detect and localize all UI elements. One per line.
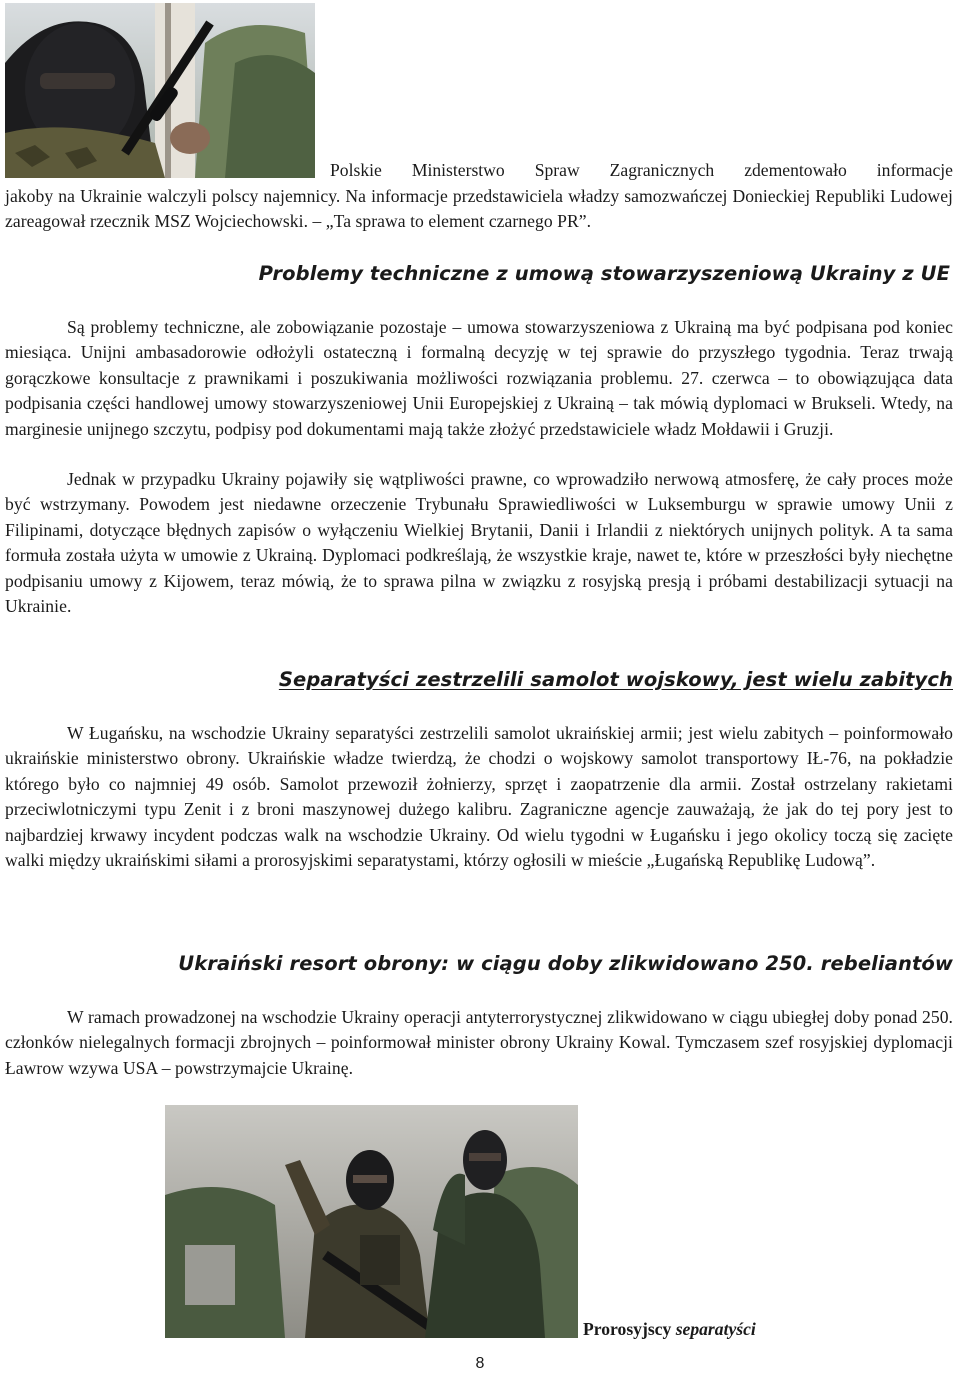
association-agreement-paragraph-1: Są problemy techniczne, ale zobowiązanie pozostaje – umowa stowarzyszeniowa z Ukrainą ma być podpisana pod koniec miesiąca. Unijni ambasadorowie odłożyli ostateczną i formalną decyzję w tej sprawie do przyszłego tygodnia. Teraz trwają gorączkowe konsultacje z prawnikami i poszukiwania możliwości rozwiązania problemu. 27. czerwca – to obowiązująca data podpisania części handlowej umowy stowarzyszeniowej Unii Europejskiej z Ukrainą – tak mówią dyplomaci w Brukseli. Wtedy, na marginesie unijnego szczytu, podpisy pod dokumentami mają także złożyć przedstawiciele władz Mołdawii i Gruzji. [5, 317, 953, 439]
intro-first-line: Polskie Ministerstwo Spraw Zagranicznych zdementowało informacje [330, 160, 953, 180]
page-number: 8 [475, 1355, 485, 1372]
top-photo-illustration [5, 3, 315, 178]
caption-italic: separatyści [675, 1319, 756, 1339]
intro-paragraph: jakoby na Ukrainie walczyli polscy najemnicy. Na informacje przedstawiciela władzy samozwańczej Donieckiej Republiki Ludowej zareagował rzecznik MSZ Wojciechowski. – „Ta sprawa to element czarnego PR”. [5, 186, 953, 232]
section-heading-association-agreement: Problemy techniczne z umową stowarzyszeniową Ukrainy z UE [258, 262, 950, 285]
section-heading-defense-ministry: Ukraiński resort obrony: w ciągu doby zlikwidowano 250. rebeliantów [178, 952, 953, 975]
section-heading-plane-shot-down: Separatyści zestrzelili samolot wojskowy, jest wielu zabitych [278, 668, 953, 691]
defense-ministry-paragraph: W ramach prowadzonej na wschodzie Ukrainy operacji antyterrorystycznej zlikwidowano w ciągu ubiegłej doby ponad 250. członków nielegalnych formacji zbrojnych – poinformował minister obrony Ukrainy Kowal. Tymczasem szef rosyjskiej dyplomacji Ławrow wzywa USA – powstrzymajcie Ukrainę. [5, 1007, 953, 1078]
bottom-photo-separatists [165, 1105, 578, 1338]
top-photo-masked-gunman [5, 3, 315, 178]
photo-caption [583, 1319, 756, 1340]
association-agreement-paragraph-2: Jednak w przypadku Ukrainy pojawiły się wątpliwości prawne, co wprowadziło nerwową atmosferę, że cały proces może być wstrzymany. Powodem jest niedawne orzeczenie Trybunału Sprawiedliwości w Luksemburgu w sprawie umowy Unii z Filipinami, dotyczące błędnych zapisów o wyłączeniu Wielkiej Brytanii, Danii i Irlandii z niektórych unijnych polityk. A ta sama formuła została użyta w umowie z Ukrainą. Dyplomaci podkreślają, że wszystkie kraje, nawet te, które w przeszłości były niechętne podpisaniu umowy z Kijowem, teraz mówią, że to sprawa pilna w związku z rosyjską presją i próbami destabilizacji sytuacji na Ukrainie. [5, 469, 953, 617]
caption-bold: Prorosyjscy [583, 1319, 672, 1339]
plane-shot-down-paragraph: W Ługańsku, na wschodzie Ukrainy separatyści zestrzelili samolot ukraińskiej armii; jest wielu zabitych – poinformowało ukraińskie ministerstwo obrony. Ukraińskie władze twierdzą, że chodzi o wojskowy samolot transportowy IŁ-76, na pokładzie którego było co najmniej 49 osób. Samolot przewoził żołnierzy, sprzęt i zaopatrzenie dla armii. Został ostrzelany rakietami przeciwlotniczymi typu Zenit i z broni maszynowej dużego kalibru. Zagraniczne agencje zauważają, że jak do tej pory jest to najbardziej krwawy incydent podczas walk na wschodzie Ukrainy. Od wielu tygodni w Ługańsku i jego okolicy toczą się zacięte walki między ukraińskimi siłami a prorosyjskimi separatystami, którzy ogłosili w mieście „Ługańską Republikę Ludową”. [5, 723, 953, 871]
bottom-photo-illustration [165, 1105, 578, 1338]
